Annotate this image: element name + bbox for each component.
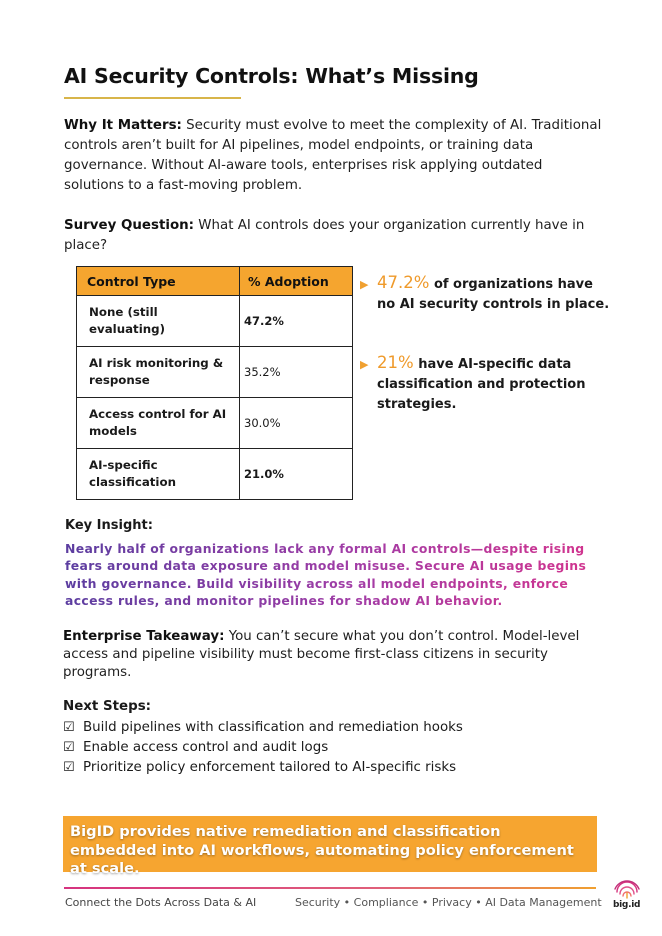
table-header-row: [77, 267, 353, 296]
why-it-matters-text: Security must evolve to meet the complexity of AI. Traditional controls aren’t built for AI pipelines, model endpoints, or training data governance. Without AI-aware tools, enterprises risk applying outdated solutions to a fast-moving problem.: [64, 118, 602, 193]
list-item: [63, 758, 463, 778]
stat-text: [377, 353, 610, 415]
footer-divider: [64, 887, 596, 889]
page-title: AI Security Controls: What’s Missing: [64, 64, 479, 88]
checkbox-icon: ☑: [63, 740, 75, 755]
survey-question-text: What AI controls does your organization currently have in place?: [64, 218, 585, 253]
header-control-type: Control Type: [77, 267, 240, 296]
key-insight-text: Nearly half of organizations lack any formal AI controls—despite rising fears around data exposure and model misuse. Secure AI usage begins with governance. Build visibility across all model endpoints, enforce access rules, and monitor pipelines for shadow AI behavior.: [65, 540, 595, 609]
triangle-bullet-icon: ▶: [360, 278, 369, 291]
adoption-cell: 30.0%: [240, 398, 353, 449]
header-adoption: % Adoption: [240, 267, 353, 296]
next-steps-label: Next Steps:: [63, 699, 152, 714]
stat-description: have AI-specific data classification and protection strategies.: [377, 357, 586, 412]
stat-value: 21%: [377, 353, 414, 372]
footer-categories: Security • Compliance • Privacy • AI Data Management: [295, 896, 602, 909]
enterprise-takeaway: [63, 628, 583, 682]
table-row: [77, 296, 353, 347]
takeaway-text: You can’t secure what you don’t control. Model-level access and pipeline visibility must become first-class citizens in security programs.: [63, 629, 580, 680]
takeaway-label: Enterprise Takeaway:: [63, 629, 225, 644]
next-steps-list: [63, 718, 463, 778]
survey-question-label: Survey Question:: [64, 218, 195, 233]
stat-description: of organizations have no AI security controls in place.: [377, 277, 610, 312]
step-text: Build pipelines with classification and remediation hooks: [83, 720, 463, 735]
list-item: [63, 718, 463, 738]
title-underline: [64, 97, 241, 99]
survey-question: [64, 216, 604, 256]
adoption-cell: 21.0%: [240, 449, 353, 500]
table-row: [77, 398, 353, 449]
control-cell: AI risk monitoring & response: [77, 347, 240, 398]
controls-table: [76, 266, 353, 500]
key-insight-label: Key Insight:: [65, 518, 153, 533]
step-text: Prioritize policy enforcement tailored to AI-specific risks: [83, 760, 457, 775]
stat-text: [377, 273, 610, 315]
stat-value: 47.2%: [377, 273, 430, 292]
stat-no-controls: [360, 273, 610, 315]
why-it-matters: [64, 116, 604, 196]
triangle-bullet-icon: ▶: [360, 358, 369, 371]
table-row: [77, 347, 353, 398]
logo-wordmark: big.id: [613, 900, 641, 910]
why-it-matters-label: Why It Matters:: [64, 118, 182, 133]
adoption-cell: 35.2%: [240, 347, 353, 398]
stat-classification: [360, 353, 610, 415]
list-item: [63, 738, 463, 758]
footer-tagline: Connect the Dots Across Data & AI: [65, 896, 257, 909]
control-cell: None (still evaluating): [77, 296, 240, 347]
checkbox-icon: ☑: [63, 720, 75, 735]
table-row: [77, 449, 353, 500]
control-cell: Access control for AI models: [77, 398, 240, 449]
checkbox-icon: ☑: [63, 760, 75, 775]
adoption-cell: 47.2%: [240, 296, 353, 347]
control-cell: AI-specific classification: [77, 449, 240, 500]
bigid-banner: BigID provides native remediation and classification embedded into AI workflows, automating policy enforcement at scale.: [63, 816, 597, 872]
step-text: Enable access control and audit logs: [83, 740, 329, 755]
